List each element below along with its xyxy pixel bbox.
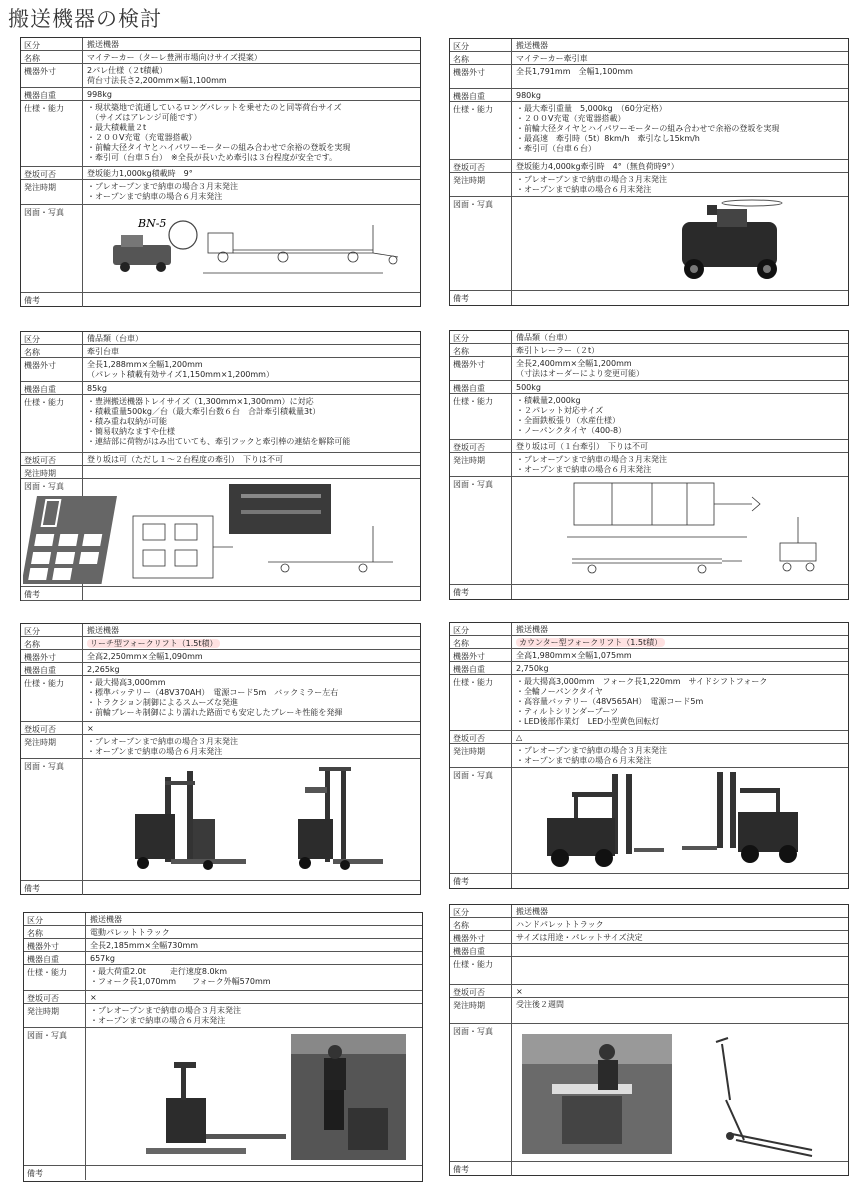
label-dimensions: 機器外寸 bbox=[450, 649, 512, 661]
label-name: 名称 bbox=[450, 52, 512, 64]
label-figure: 図面・写真 bbox=[21, 759, 83, 880]
value-name: カウンター型フォークリフト（1.5t積） bbox=[516, 638, 665, 647]
sheet-counter-forklift bbox=[449, 622, 849, 889]
value-dimensions: 全高1,980mm×全幅1,075mm bbox=[516, 651, 632, 660]
value-weight: 657kg bbox=[90, 954, 115, 963]
figure-tractor-photo bbox=[512, 197, 848, 290]
value-weight: 2,265kg bbox=[87, 665, 120, 674]
value-climb: 登り坂は可（ただし１～２台程度の牽引） 下りは不可 bbox=[87, 455, 283, 464]
value-category: 搬送機器 bbox=[516, 907, 548, 916]
label-specs: 仕様・能力 bbox=[450, 102, 512, 159]
value-dimensions: 全長2,400mm×全幅1,200mm （寸法はオーダーにより変更可能） bbox=[516, 359, 644, 378]
value-category: 備品類（台車） bbox=[516, 333, 572, 342]
label-dimensions: 機器外寸 bbox=[21, 64, 83, 87]
value-specs: ・最大揚高3,000mm ・標準バッテリー（48V370AH） 電源コード5m バックミラー左右 ・トラクション制御によるスムーズな発進 ・前輪ブレーキ制御により濡れた路面でも安定したブレーキ性能を発揮 bbox=[87, 678, 343, 717]
label-remarks: 備考 bbox=[24, 1166, 86, 1180]
sheet-electric-pallet-truck bbox=[23, 912, 423, 1182]
value-order: ・プレオープンまで納車の場合３月末発注 ・オープンまで納車の場合６月末発注 bbox=[516, 455, 667, 474]
value-specs: ・最大荷重2.0t 走行速度8.0km ・フォーク長1,070mm フォーク外幅570mm bbox=[90, 967, 271, 986]
label-order: 発注時期 bbox=[450, 744, 512, 767]
value-category: 搬送機器 bbox=[87, 626, 119, 635]
label-climb: 登坂可否 bbox=[450, 160, 512, 172]
value-name: 牽引台車 bbox=[87, 347, 119, 356]
label-category: 区分 bbox=[450, 39, 512, 51]
value-name: リーチ型フォークリフト（1.5t積） bbox=[87, 639, 220, 648]
sheet-mytecar-tractor bbox=[449, 38, 849, 306]
label-specs: 仕様・能力 bbox=[21, 101, 83, 166]
value-order: ・プレオープンまで納車の場合３月末発注 ・オープンまで納車の場合６月末発注 bbox=[87, 737, 238, 756]
value-remarks bbox=[512, 1162, 848, 1176]
value-order: ・プレオープンまで納車の場合３月末発注 ・オープンまで納車の場合６月末発注 bbox=[90, 1006, 241, 1025]
label-dimensions: 機器外寸 bbox=[21, 358, 83, 381]
label-weight: 機器自重 bbox=[450, 381, 512, 393]
value-climb: × bbox=[87, 724, 94, 733]
label-order: 発注時期 bbox=[21, 180, 83, 204]
page-title: 搬送機器の検討 bbox=[8, 7, 162, 31]
label-figure: 図面・写真 bbox=[450, 197, 512, 290]
label-order: 発注時期 bbox=[450, 173, 512, 196]
value-remarks bbox=[512, 291, 848, 305]
value-dimensions: 全長1,791mm 全幅1,100mm bbox=[516, 67, 633, 76]
label-category: 区分 bbox=[450, 905, 512, 917]
value-name: 牽引トレーラー（２t） bbox=[516, 346, 600, 355]
label-name: 名称 bbox=[21, 637, 83, 649]
label-remarks: 備考 bbox=[21, 293, 83, 307]
label-order: 発注時期 bbox=[450, 998, 512, 1023]
label-remarks: 備考 bbox=[450, 585, 512, 599]
label-specs: 仕様・能力 bbox=[450, 957, 512, 984]
value-name: 電動パレットトラック bbox=[90, 928, 170, 937]
label-remarks: 備考 bbox=[450, 1162, 512, 1176]
figure-reach-forklift-photos bbox=[83, 759, 420, 880]
value-weight: 998kg bbox=[87, 90, 112, 99]
value-climb: △ bbox=[516, 733, 523, 742]
label-category: 区分 bbox=[21, 38, 83, 50]
label-name: 名称 bbox=[24, 926, 86, 938]
label-climb: 登坂可否 bbox=[24, 991, 86, 1003]
value-specs: ・積載量2,000kg ・２パレット対応サイズ ・全面鉄板張り（水産仕様） ・ノーパンクタイヤ（400-8） bbox=[516, 396, 627, 435]
label-name: 名称 bbox=[21, 51, 83, 63]
value-weight: 500kg bbox=[516, 383, 541, 392]
sheet-reach-forklift bbox=[20, 623, 421, 895]
value-climb: × bbox=[90, 993, 97, 1002]
label-remarks: 備考 bbox=[450, 291, 512, 305]
value-specs: ・豊洲搬送機器トレイサイズ（1,300mm×1,300mm）に対応 ・積載重量500kg／台（最大牽引台数６台 合計牽引積載量3t） ・積み重ね収納が可能 ・簡易収納なますや仕様 ・連結部に荷物がはみ出ていても、牽引フックと牽引棒の連結を解除可能 bbox=[87, 397, 351, 446]
label-specs: 仕様・能力 bbox=[450, 394, 512, 439]
label-name: 名称 bbox=[450, 344, 512, 356]
label-climb: 登坂可否 bbox=[450, 440, 512, 452]
label-figure: 図面・写真 bbox=[450, 768, 512, 873]
label-specs: 仕様・能力 bbox=[21, 676, 83, 721]
value-order: ・プレオープンまで納車の場合３月末発注 ・オープンまで納車の場合６月末発注 bbox=[516, 175, 667, 194]
value-weight bbox=[512, 944, 848, 956]
label-figure: 図面・写真 bbox=[24, 1028, 86, 1165]
label-figure: 図面・写真 bbox=[21, 205, 83, 292]
sheet-tow-cart bbox=[20, 331, 421, 601]
figure-trailer-drawing bbox=[512, 477, 848, 584]
label-category: 区分 bbox=[450, 623, 512, 635]
value-remarks bbox=[83, 587, 420, 600]
value-category: 搬送機器 bbox=[516, 625, 548, 634]
label-specs: 仕様・能力 bbox=[450, 675, 512, 730]
value-category: 搬送機器 bbox=[516, 41, 548, 50]
label-specs: 仕様・能力 bbox=[24, 965, 86, 990]
label-weight: 機器自重 bbox=[450, 89, 512, 101]
label-name: 名称 bbox=[450, 636, 512, 648]
label-order: 発注時期 bbox=[21, 466, 83, 478]
value-order: ・プレオープンまで納車の場合３月末発注 ・オープンまで納車の場合６月末発注 bbox=[87, 182, 238, 201]
value-name: ハンドパレットトラック bbox=[516, 920, 604, 929]
value-weight: 980kg bbox=[516, 91, 541, 100]
value-remarks bbox=[83, 881, 420, 895]
sheet-mytecar-tare bbox=[20, 37, 421, 307]
label-dimensions: 機器外寸 bbox=[21, 650, 83, 662]
label-name: 名称 bbox=[21, 345, 83, 357]
label-order: 発注時期 bbox=[24, 1004, 86, 1027]
label-specs: 仕様・能力 bbox=[21, 395, 83, 452]
value-remarks bbox=[86, 1166, 422, 1180]
value-specs: ・現状築地で流通しているロングパレットを乗せたのと同等荷台サイズ （サイズはアレンジ可能です） ・最大積載量２t ・２００V充電（充電器搭載） ・前輪大径タイヤとハイパワーモーターの組み合わせで余裕の登坂を実現 ・牽引可（台車５台） ※全長が長いため牽引は３台程度が安全です。 bbox=[87, 103, 351, 162]
label-category: 区分 bbox=[24, 913, 86, 925]
value-weight: 85kg bbox=[87, 384, 107, 393]
label-order: 発注時期 bbox=[450, 453, 512, 476]
label-climb: 登坂可否 bbox=[450, 731, 512, 743]
label-weight: 機器自重 bbox=[21, 88, 83, 100]
value-category: 搬送機器 bbox=[87, 40, 119, 49]
label-figure: 図面・写真 bbox=[450, 477, 512, 584]
label-climb: 登坂可否 bbox=[21, 722, 83, 734]
label-figure: 図面・写真 bbox=[21, 479, 83, 586]
value-category: 備品類（台車） bbox=[87, 334, 143, 343]
figure-counter-forklift-photos bbox=[512, 768, 848, 873]
value-remarks bbox=[83, 293, 420, 307]
label-weight: 機器自重 bbox=[450, 944, 512, 956]
value-order: ・プレオープンまで納車の場合３月末発注 ・オープンまで納車の場合６月末発注 bbox=[516, 746, 667, 765]
label-climb: 登坂可否 bbox=[21, 453, 83, 465]
label-weight: 機器自重 bbox=[21, 382, 83, 394]
value-dimensions: 2パレ仕様（２t積載） 荷台寸法長さ2,200mm×幅1,100mm bbox=[87, 66, 227, 85]
value-dimensions: 全長2,185mm×全幅730mm bbox=[90, 941, 199, 950]
label-remarks: 備考 bbox=[21, 587, 83, 600]
figure-mytecar-drawing bbox=[83, 205, 420, 292]
sheet-tow-trailer bbox=[449, 330, 849, 600]
label-dimensions: 機器外寸 bbox=[450, 65, 512, 88]
figure-hand-pallet-photos bbox=[512, 1024, 848, 1161]
value-name: マイテーカー牽引車 bbox=[516, 54, 588, 63]
label-remarks: 備考 bbox=[21, 881, 83, 895]
value-category: 搬送機器 bbox=[90, 915, 122, 924]
value-specs: ・最大揚高3,000mm フォーク長1,220mm サイドシフトフォーク ・全輪ノーパンクタイヤ ・高容量バッテリー（48V565AH） 電源コード5m ・ティルトシリンダーブーツ ・LED後部作業灯 LED小型黄色回転灯 bbox=[516, 677, 768, 726]
label-order: 発注時期 bbox=[21, 735, 83, 758]
label-dimensions: 機器外寸 bbox=[24, 939, 86, 951]
label-climb: 登坂可否 bbox=[450, 985, 512, 997]
value-specs bbox=[512, 957, 848, 984]
value-remarks bbox=[512, 874, 848, 888]
label-weight: 機器自重 bbox=[24, 952, 86, 964]
value-weight: 2,750kg bbox=[516, 664, 549, 673]
label-climb: 登坂可否 bbox=[21, 167, 83, 179]
value-climb: 登り坂は可（１台牽引） 下りは不可 bbox=[516, 442, 648, 451]
label-figure: 図面・写真 bbox=[450, 1024, 512, 1161]
label-category: 区分 bbox=[450, 331, 512, 343]
label-weight: 機器自重 bbox=[21, 663, 83, 675]
sheet-hand-pallet-truck bbox=[449, 904, 849, 1176]
label-category: 区分 bbox=[21, 332, 83, 344]
value-dimensions: 全高2,250mm×全幅1,090mm bbox=[87, 652, 203, 661]
value-remarks bbox=[512, 585, 848, 599]
value-dimensions: サイズは用途・パレットサイズ決定 bbox=[516, 933, 643, 942]
label-name: 名称 bbox=[450, 918, 512, 930]
figure-model-label: BN-5 bbox=[138, 217, 167, 230]
figure-electric-pallet-photos bbox=[86, 1028, 422, 1165]
label-remarks: 備考 bbox=[450, 874, 512, 888]
value-order: 受注後２週間 bbox=[516, 1000, 564, 1009]
label-dimensions: 機器外寸 bbox=[450, 357, 512, 380]
value-specs: ・最大牽引重量 5,000kg （60分定格） ・２００V充電（充電器搭載） ・前輪大径タイヤとハイパワーモーターの組み合わせで余裕の登坂を実現 ・最高速 牽引時（5t）8km/h 牽引なし15km/h ・牽引可（台車６台） bbox=[516, 104, 780, 153]
value-climb: 登坂能力4,000kg牽引時 4°（無負荷時9°） bbox=[516, 162, 679, 171]
value-climb: 登坂能力1,000kg積載時 9° bbox=[87, 169, 193, 178]
value-name: マイテーカー（ターレ豊洲市場向けサイズ提案） bbox=[87, 53, 262, 62]
value-climb: × bbox=[516, 987, 523, 996]
label-category: 区分 bbox=[21, 624, 83, 636]
value-order bbox=[83, 466, 420, 478]
figure-tow-cart-images bbox=[23, 484, 420, 588]
label-weight: 機器自重 bbox=[450, 662, 512, 674]
label-dimensions: 機器外寸 bbox=[450, 931, 512, 943]
value-dimensions: 全長1,288mm×全幅1,200mm （パレット積載有効サイズ1,150mm×1,200mm） bbox=[87, 360, 274, 379]
